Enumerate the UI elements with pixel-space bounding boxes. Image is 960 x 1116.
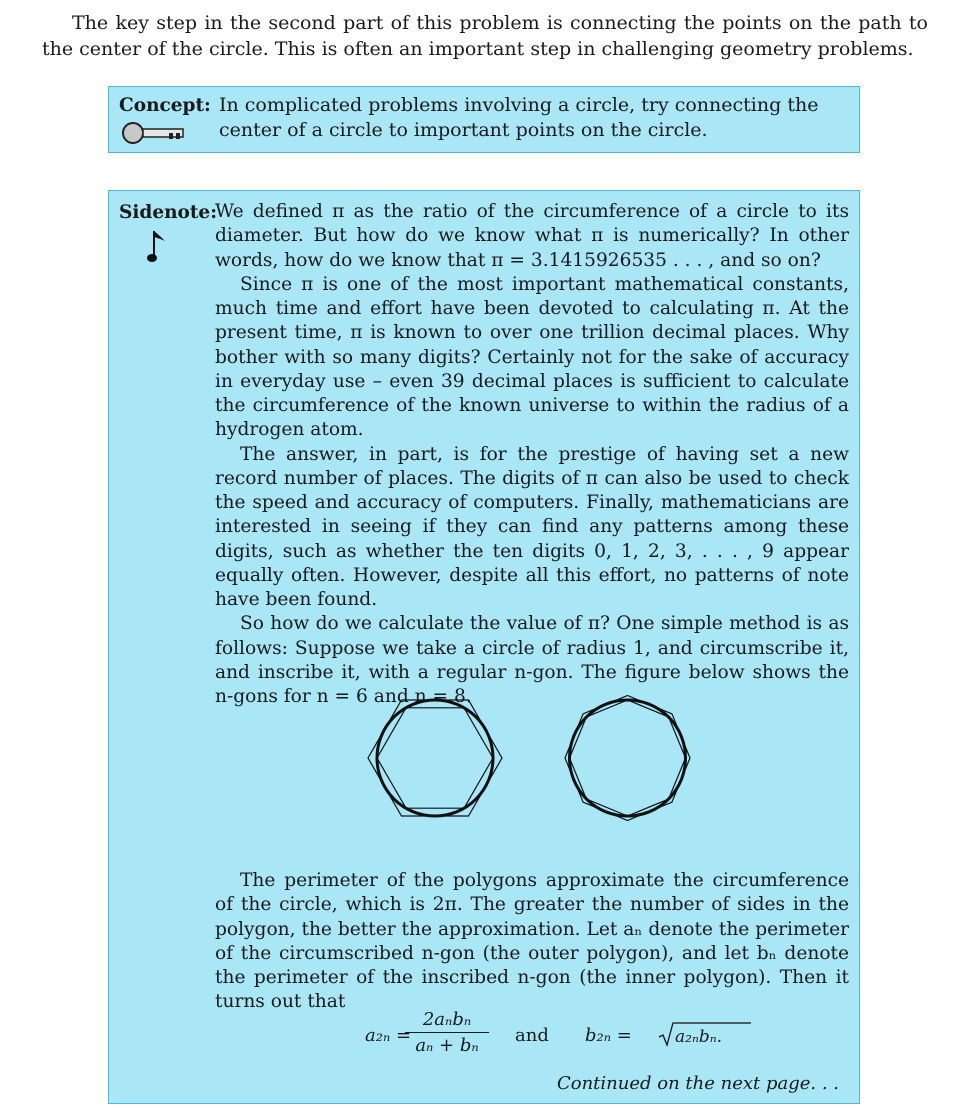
circumscribed-hexagon (368, 700, 502, 816)
formula-a-lhs: a₂ₙ = (365, 1025, 412, 1046)
formula-b-lhs: b₂ₙ = (585, 1025, 632, 1046)
sidenote-body-continued (215, 869, 849, 1015)
circle (377, 700, 493, 816)
sidenote-paragraph: We defined π as the ratio of the circumference of a circle to its diameter. But how do we know what π is numerically? In other words, how do we know that π = 3.1415926535 . . . , and so on? (215, 201, 849, 271)
sidenote-box (108, 190, 860, 1104)
formula-a-denominator: aₙ + bₙ (415, 1035, 479, 1056)
intro-paragraph: The key step in the second part of this problem is connecting the points on the path to the center of the circle. This is often an important step in challenging geometry problems. (42, 12, 928, 60)
concept-box (108, 86, 860, 153)
hexagon-diagram (368, 700, 502, 816)
circumscribed-octagon (565, 696, 690, 821)
sidenote-body (215, 200, 849, 709)
sidenote-paragraph: The answer, in part, is for the prestige of having set a new record number of places. The digits of π can also be used to check the speed and accuracy of computers. Finally, mathematicians are interested in seeing if they can find any patterns among these digits, such as whether the ten digits 0, 1, 2, 3, . . . , 9 appear equally often. However, despite all this effort, no patterns of note have been found. (215, 443, 849, 610)
formula-b-sqrt (657, 1021, 753, 1049)
key-icon (121, 121, 185, 145)
sidenote-paragraph: The perimeter of the polygons approximate the circumference of the circle, which is 2π. The greater the number of sides in the polygon, the better the approximation. Let aₙ denote the perimeter of the circumscribed n-gon (the outer polygon), and let bₙ denote the perimeter of the inscribed n-gon (the inner polygon). Then it turns out that (215, 870, 849, 1013)
inscribed-hexagon (377, 708, 493, 808)
sidenote-label: Sidenote: (119, 202, 218, 223)
concept-label: Concept: (119, 95, 211, 116)
formula-a-numerator: 2aₙbₙ (405, 1009, 489, 1033)
music-note-icon (147, 229, 169, 263)
formula-b-radicand: a₂ₙbₙ. (675, 1027, 723, 1047)
octagon-diagram (565, 696, 690, 821)
sidenote-paragraph: So how do we calculate the value of π? One simple method is as follows: Suppose we take a circle of radius 1, and circumscribe it, and inscribe it, with a regular n-gon. The figure below shows the n-gons for n = 6 and n = 8. (215, 613, 849, 707)
polygon-figure (335, 673, 735, 843)
sidenote-paragraph: Since π is one of the most important mathematical constants, much time and effort have been devoted to calculating π. At the present time, π is known to over one trillion decimal places. Why bother with so many digits? Certainly not for the sake of accuracy in everyday use – even 39 decimal places is sufficient to calculate the circumference of the known universe to within the radius of a hydrogen atom. (215, 273, 849, 441)
circle (570, 700, 686, 816)
formula-a-fraction (405, 1009, 489, 1056)
concept-text: In complicated problems involving a circle, try connecting the center of a circle to important points on the circle. (219, 94, 819, 141)
formula-and: and (515, 1025, 549, 1046)
continued-note: Continued on the next page. . . (556, 1073, 839, 1094)
